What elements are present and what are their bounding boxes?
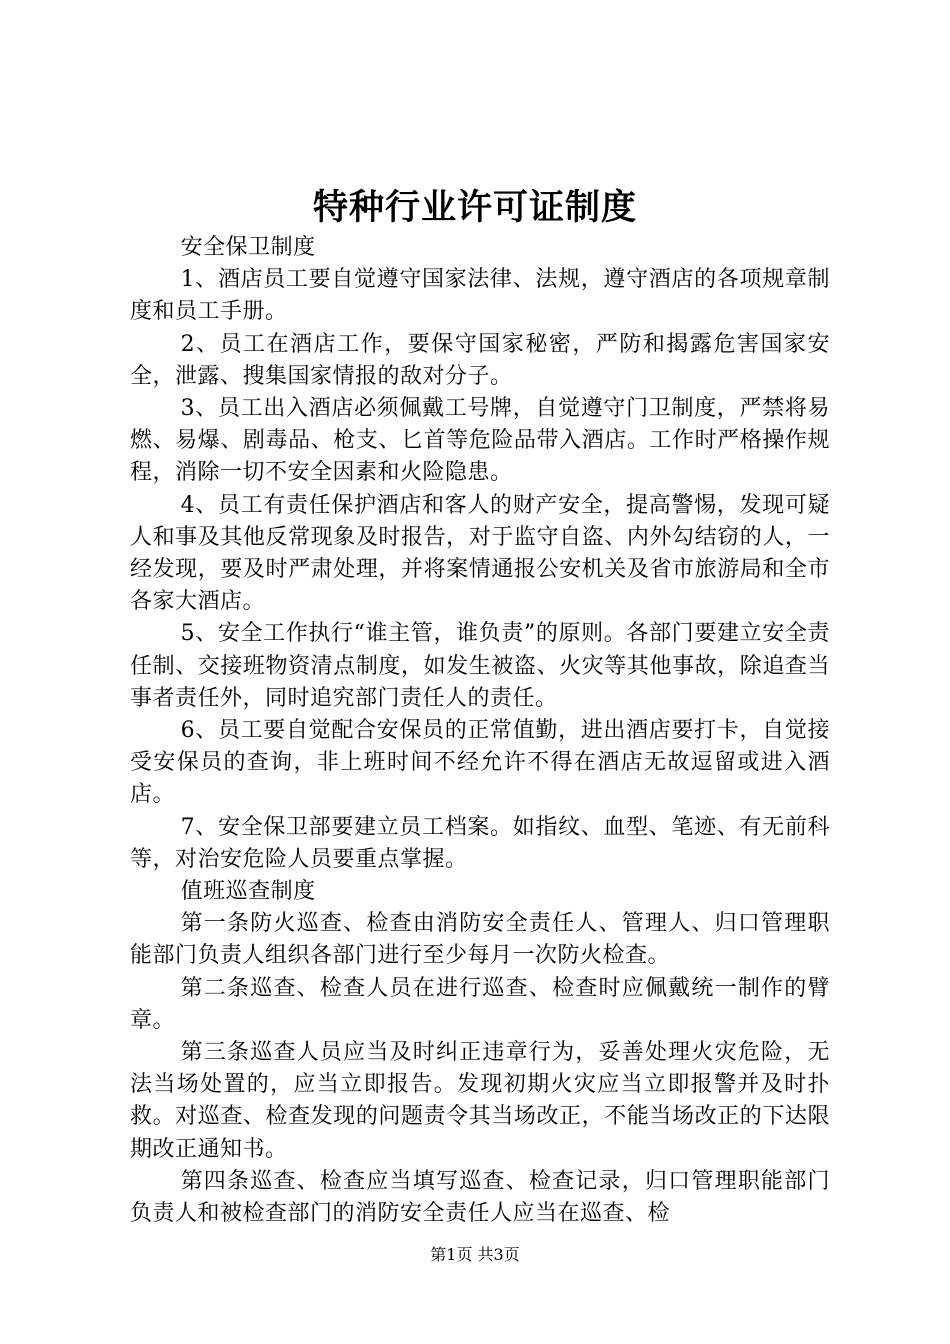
paragraph-article-1: 第一条防火巡查、检查由消防安全责任人、管理人、归口管理职能部门负责人组织各部门进行至少每月一次防火检查。: [130, 911, 830, 969]
paragraph-item-2: 2、员工在酒店工作，要保守国家秘密，严防和揭露危害国家安全，泄露、搜集国家情报的敌对分子。: [130, 331, 830, 389]
paragraph-item-3: 3、员工出入酒店必须佩戴工号牌，自觉遵守门卫制度，严禁将易燃、易爆、剧毒品、枪支、匕首等危险品带入酒店。工作时严格操作规程，消除一切不安全因素和火险隐患。: [130, 396, 830, 486]
paragraph-item-1: 1、酒店员工要自觉遵守国家法律、法规，遵守酒店的各项规章制度和员工手册。: [130, 267, 830, 325]
section-heading-security: 安全保卫制度: [180, 235, 316, 260]
paragraph-item-7: 7、安全保卫部要建立员工档案。如指纹、血型、笔迹、有无前科等，对治安危险人员要重点掌握。: [130, 814, 830, 872]
document-title: 特种行业许可证制度: [312, 187, 637, 228]
paragraph-item-6: 6、员工要自觉配合安保员的正常值勤，进出酒店要打卡，自觉接受安保员的查询，非上班时间不经允许不得在酒店无故逗留或进入酒店。: [130, 718, 830, 808]
paragraph-item-4: 4、员工有责任保护酒店和客人的财产安全，提高警惕，发现可疑人和事及其他反常现象及时报告，对于监守自盗、内外勾结窃的人，一经发现，要及时严肃处理，并将案情通报公安机关及省市旅游局和全市各家大酒店。: [130, 492, 830, 615]
paragraph-item-5: 5、安全工作执行“谁主管，谁负责”的原则。各部门要建立安全责任制、交接班物资清点制度，如发生被盗、火灾等其他事故，除追查当事者责任外，同时追究部门责任人的责任。: [130, 621, 830, 711]
page-footer: 第1页 共3页: [430, 1245, 520, 1264]
paragraph-article-2: 第二条巡查、检查人员在进行巡查、检查时应佩戴统一制作的臂章。: [130, 975, 830, 1033]
paragraph-article-3: 第三条巡查人员应当及时纠正违章行为，妥善处理火灾危险，无法当场处置的，应当立即报告。发现初期火灾应当立即报警并及时扑救。对巡查、检查发现的问题责令其当场改正，不能当场改正的下达限期改正通知书。: [130, 1040, 830, 1162]
section-heading-patrol: 值班巡查制度: [180, 879, 316, 905]
document-body: [130, 232, 830, 1230]
paragraph-article-4: 第四条巡查、检查应当填写巡查、检查记录，归口管理职能部门负责人和被检查部门的消防安全责任人应当在巡查、检: [130, 1168, 830, 1227]
